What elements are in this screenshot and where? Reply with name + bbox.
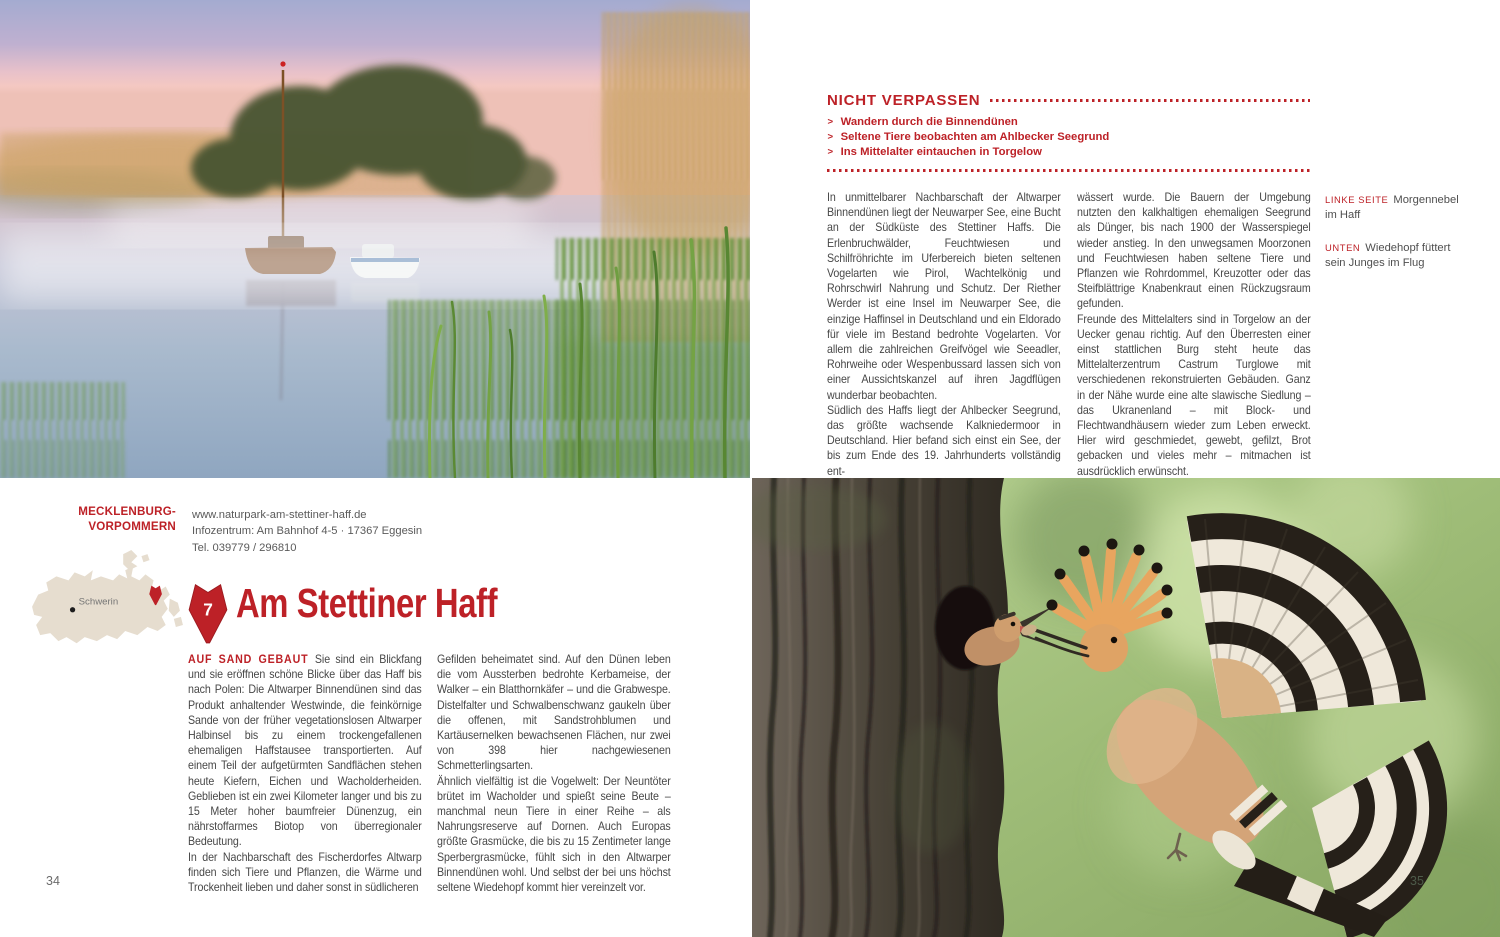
article-column-1 — [827, 190, 1061, 479]
photo-captions — [1325, 192, 1463, 288]
article-paragraph: wässert wurde. Die Bauern der Umgebung nutzten den kalkhaltigen ehemaligen Seegrund als Dünger, bis nach 1900 der Wasserspiegel wieder anstieg. In den unwegsamen Moorzonen und Feuchtwiesen haben seltene Tiere und Pflanzen wie Rohrdommel, Kreuzotter oder das Steifblättrige Knabenkraut einen Rückzugsraum gefunden. — [1077, 191, 1311, 311]
tree-trunk — [752, 478, 1008, 937]
hoopoe-photo-illustration — [752, 478, 1500, 937]
dont-miss-item: > Ins Mittelalter eintauchen in Torgelow — [827, 145, 1042, 158]
map-city-label: Schwerin — [78, 596, 119, 608]
dotted-rule — [990, 99, 1310, 102]
page-title: Am Stettiner Haff — [236, 580, 498, 626]
article-paragraph: Freunde des Mittelalters sind in Torgelow an der Uecker genau richtig. Auf den Überresten einer einst stattlichen Burg steht heute das Mittelalterzentrum Castrum Turglowe mit verschiedenen rekonstruierten Gebäuden. Ganz in der Nähe wurde eine alte slawische Siedlung – das Ukranenland – mit Block- und Flechtwandhäusern wieder zum Leben erweckt. Hier wird geschmiedet, gewebt, gefilzt, Brot gebacken und vieles mehr – mitmachen ist ausdrücklich erwünscht. — [1077, 312, 1311, 478]
location-pin-icon — [186, 572, 230, 654]
lead-in-text: AUF SAND GEBAUT — [188, 653, 309, 666]
hoopoe-photo — [752, 478, 1500, 937]
article-paragraph: In unmittelbarer Nachbarschaft der Altwarper Binnendünen liegt der Neuwarper See, eine Bucht an der Südküste des Stettiner Haffs. Die Erlenbruchwälder, Feuchtwiesen und Schilfröhrichte im Uferbereich bieten seltenen Vogelarten wie Pirol, Wachtelkönig und Rohrschwirl Nahrung und Schutz. Der Riether Werder ist eine Insel im Neuwarper See, die einzige Haffinsel in Deutschland und ein Eldorado für viele im Bestand bedrohte Vogelarten. Vor allem die zahlreichen Greifvögel wie Seeadler, Rohrweihe oder Wespenbussard lassen sich von einer Aussichtskanzel auf ihren Jagdflügen wunderbar beobachten. — [827, 191, 1061, 402]
caption-left-page: LINKE SEITE Morgennebel im Haff — [1325, 194, 1459, 221]
info-center-text: Infozentrum: Am Bahnhof 4-5 · 17367 Eggesin — [192, 525, 423, 538]
mecklenburg-map-illustration — [26, 546, 188, 668]
feature-column-1 — [188, 652, 422, 895]
phone-text: Tel. 039779 / 296810 — [192, 541, 297, 554]
dont-miss-item: > Seltene Tiere beobachten am Ahlbecker Seegrund — [827, 130, 1110, 143]
dont-miss-box — [827, 92, 1310, 172]
caption-label: LINKE SEITE — [1325, 194, 1389, 205]
article-paragraph: Südlich des Haffs liegt der Ahlbecker Seegrund, das größte wachsende Kalkniedermoor in Deutschland. Hier befand sich einst ein See, der bis zum Ende des 19. Jahrhunderts vollständig ent- — [827, 403, 1061, 478]
article-column-2 — [1077, 190, 1311, 479]
map-island-ruegen — [123, 550, 137, 570]
lake-photo-illustration — [0, 0, 750, 478]
feature-paragraph: Ähnlich vielfältig ist die Vogelwelt: Der Neuntöter brütet im Wacholder und spießt seine Beute – manchmal neun Tiere in einer Reihe – als Nahrungsreserve auf Dornen. Auch Europas größte Grasmücke, die bis zu 15 Zentimeter lange Sperbergrasmücke, fühlt sich in den Altwarper Binnendünen wohl. Und selbst der bei uns höchst seltene Wiedehopf kommt hier vereinzelt vor. — [437, 774, 671, 895]
schwerin-dot — [70, 607, 75, 612]
arrow-bullet-icon: > — [827, 146, 834, 157]
feature-column-2 — [437, 652, 671, 895]
dotted-rule — [827, 169, 1310, 172]
feature-paragraph: In der Nachbarschaft des Fischerdorfes Altwarp finden sich Tiere und Pflanzen, die Wärme und Trockenheit lieben und daher sonst in südlicheren — [188, 850, 422, 895]
region-label: MECKLENBURG- VORPOMMERN — [78, 505, 176, 533]
arrow-bullet-icon: > — [827, 131, 834, 143]
caption-label: UNTEN — [1325, 242, 1361, 253]
region-map — [26, 546, 188, 668]
feature-paragraph: AUF SAND GEBAUT Sie sind ein Blickfang und sie eröffnen schöne Blicke über das Haff bis nach Polen: Die Altwarper Binnendünen sind das Produkt anhaltender Westwinde, die feinkörnige Sande von der früher vegetationslosen Altwarper Halbinsel bis zu einem trockengefallenen ehemaligen Haffstausee transportierten. Auf einem Teil der aufgetürmten Sandflächen stehen heute Kiefern, Eichen und Wacholderheiden. Geblieben ist ein zwei Kilometer langer und bis zu 15 Meter hoher baumfreier Dünenzug, ein nährstoffarmes Biotop von überregionaler Bedeutung. — [188, 653, 422, 849]
dont-miss-item: > Wandern durch die Binnendünen — [827, 116, 1018, 128]
caption-below: UNTEN Wiedehopf füttert sein Junges im Flug — [1325, 242, 1451, 269]
marker-number: 7 — [203, 599, 213, 620]
page-number-right: 35 — [1410, 874, 1424, 888]
dont-miss-title: NICHT VERPASSEN — [827, 92, 981, 109]
arrow-bullet-icon: > — [827, 117, 834, 128]
contact-info — [192, 507, 422, 556]
feature-paragraph: Gefilden beheimatet sind. Auf den Dünen leben die vom Aussterben bedrohte Kerbameise, der Walker – ein Blatthornkäfer – und die Grabwespe. Distelfalter und Schwalbenschwanz gaukeln über die offenen, mit Sandstrohblumen und Kartäusernelken bewachsenen Flächen, nur zwei von 398 hier nachgewiesenen Schmetterlingsarten. — [437, 653, 671, 773]
website-text: www.naturpark-am-stettiner-haff.de — [192, 509, 367, 521]
lake-photo — [0, 0, 750, 478]
feature-title-row — [186, 572, 562, 654]
page-number-left: 34 — [46, 874, 60, 888]
map-island-usedom — [169, 599, 180, 617]
